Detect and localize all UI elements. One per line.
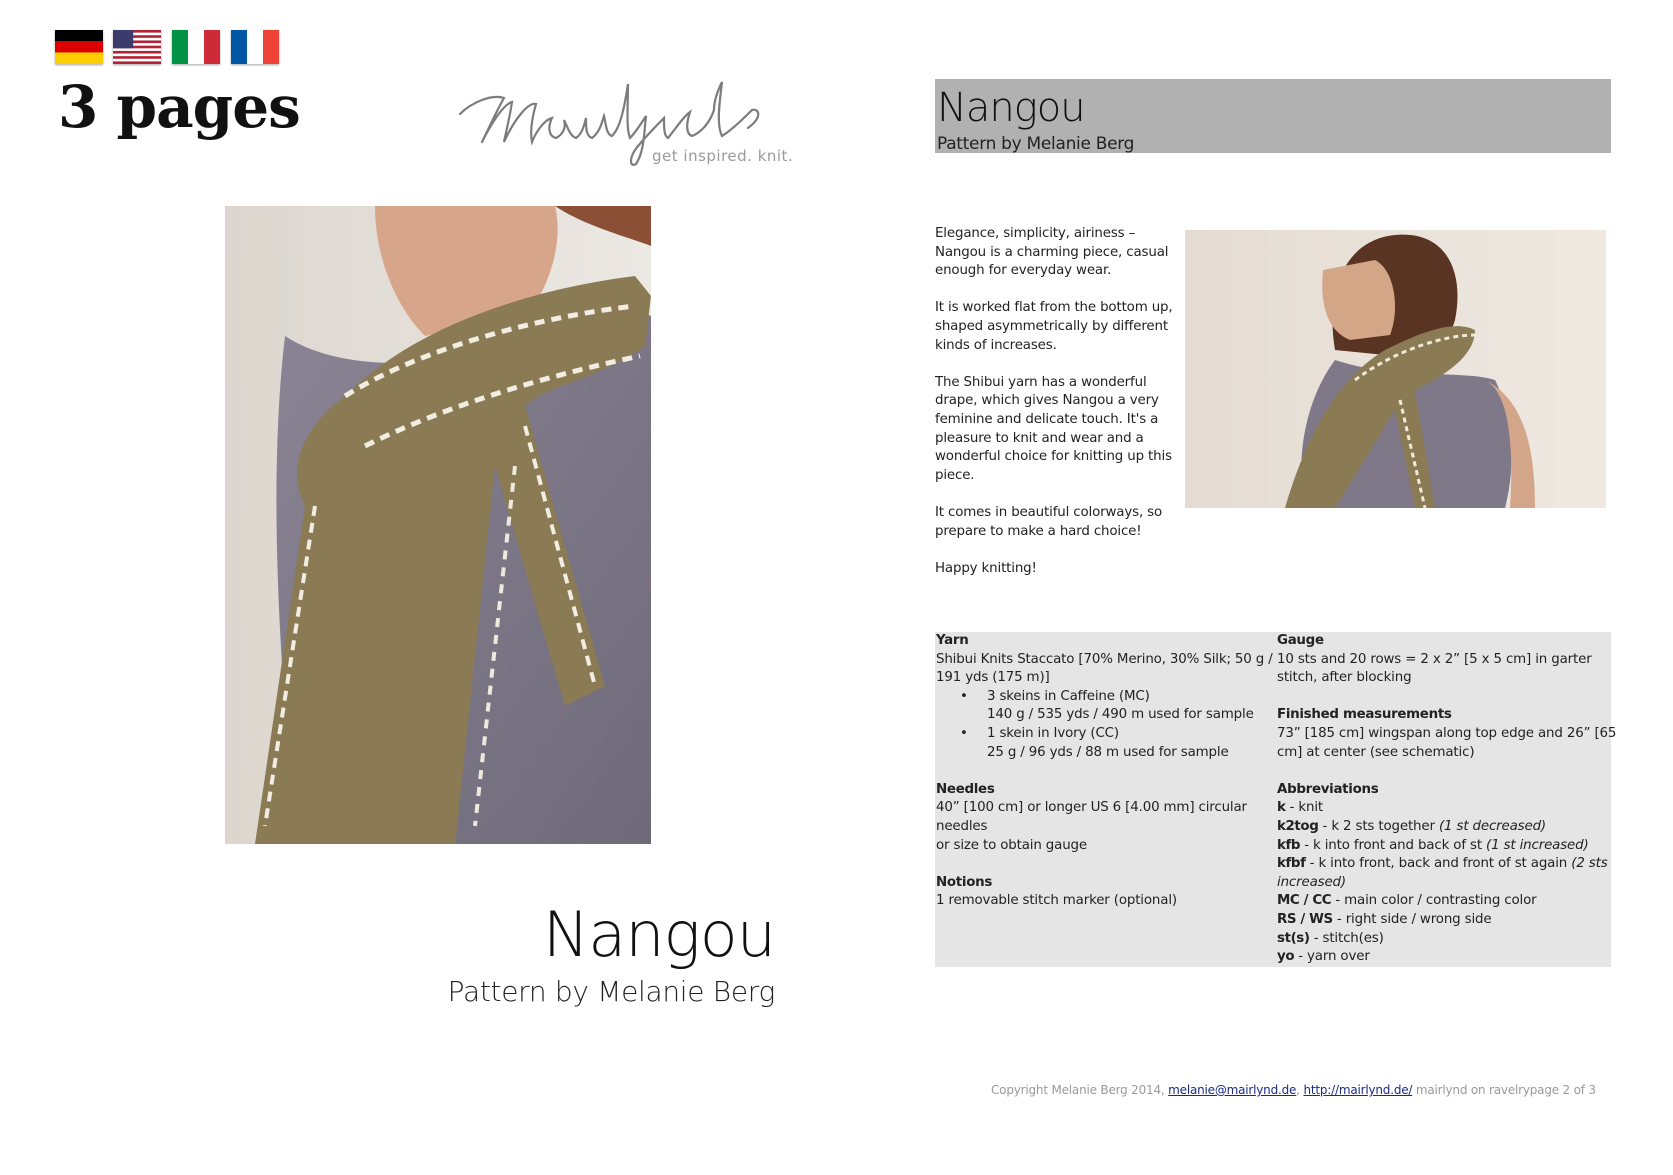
abbreviation-definition: - k into front, back and front of st again [1305, 856, 1572, 872]
yarn-item [936, 725, 1266, 762]
abbreviation-term: kfb [1277, 837, 1301, 853]
yarn-item-detail: 140 g / 535 yds / 490 m used for sample [987, 707, 1254, 723]
gauge-heading: Gauge [1277, 633, 1324, 648]
needles-section [936, 781, 1266, 855]
intro-paragraph: The Shibui yarn has a wonderful drape, which gives Nangou a very feminine and delicate touch. It's a pleasure to knit and wear and a wonderful choice for knitting up this piece. [935, 374, 1172, 483]
abbreviation-row [1277, 818, 1611, 837]
finished-heading: Finished measurements [1277, 707, 1452, 723]
abbreviation-term: kfbf [1277, 856, 1306, 872]
abbreviation-definition: - yarn over [1294, 949, 1370, 965]
abbreviation-note: (1 st decreased) [1438, 818, 1547, 834]
intro-paragraph: Happy knitting! [935, 560, 1037, 576]
finished-measurements-section [1277, 706, 1617, 762]
footer-page-info: mairlynd on ravelrypage 2 of 3 [1412, 1083, 1596, 1097]
yarn-description: 191 yds (175 m)] [936, 670, 1050, 686]
abbreviation-definition: - knit [1285, 800, 1324, 816]
intro-paragraph: It comes in beautiful colorways, so prepare to make a hard choice! [935, 504, 1163, 539]
yarn-section [936, 632, 1273, 762]
notions-heading: Notions [936, 874, 993, 890]
yarn-item-name: 1 skein in Ivory (CC) [987, 725, 1119, 741]
needles-line: or size to obtain gauge [936, 837, 1087, 853]
yarn-item-name: 3 skeins in Caffeine (MC) [987, 688, 1150, 704]
bullet-icon: • [960, 688, 968, 704]
cover-subtitle: Pattern by Melanie Berg [447, 975, 775, 1008]
needles-line: 40” [100 cm] or longer US 6 [4.00 mm] circular [936, 800, 1247, 816]
abbreviation-note: increased) [1277, 874, 1346, 890]
info-left-column [936, 632, 1273, 930]
gauge-section [1277, 632, 1611, 688]
abbreviation-term: yo [1277, 949, 1295, 965]
gauge-line: 10 sts and 20 rows = 2 x 2” [5 x 5 cm] in garter [1277, 651, 1592, 667]
footer-separator: , [1296, 1083, 1304, 1097]
email-link[interactable]: melanie@mairlynd.de [1168, 1083, 1297, 1097]
german-flag-icon[interactable] [55, 30, 103, 64]
abbreviation-definition: - stitch(es) [1309, 930, 1384, 946]
abbreviation-note: (2 sts [1571, 856, 1608, 872]
finished-line: cm] at center (see schematic) [1277, 744, 1475, 760]
cover-photo-shawl [225, 206, 651, 844]
abbreviation-row [1277, 930, 1611, 949]
abbreviation-term: k [1277, 800, 1286, 816]
abbreviation-row [1277, 837, 1611, 856]
intro-paragraph: Elegance, simplicity, airiness – Nangou is a charming piece, casual enough for everyday wear. [935, 226, 1169, 279]
yarn-heading: Yarn [936, 633, 969, 648]
pattern-subtitle: Pattern by Melanie Berg [937, 134, 1135, 154]
abbreviation-definition: - k into front and back of st [1300, 837, 1487, 853]
cover-title: Nangou [542, 898, 775, 971]
abbreviation-term: st(s) [1277, 930, 1310, 946]
abbreviation-row [1277, 911, 1611, 930]
abbreviation-row [1277, 892, 1611, 911]
italian-flag-icon[interactable] [172, 30, 220, 64]
yarn-item-detail: 25 g / 96 yds / 88 m used for sample [987, 744, 1229, 760]
yarn-description: Shibui Knits Staccato [70% Merino, 30% Silk; 50 g / [936, 651, 1273, 667]
intro-text [935, 225, 1183, 597]
abbreviation-definition: - main color / contrasting color [1331, 893, 1537, 909]
us-flag-icon[interactable] [113, 30, 161, 64]
abbreviations-heading: Abbreviations [1277, 781, 1379, 797]
abbreviation-definition: - right side / wrong side [1332, 911, 1492, 927]
copyright-text: Copyright Melanie Berg 2014, [991, 1083, 1169, 1097]
french-flag-icon[interactable] [231, 30, 279, 64]
abbreviation-term: k2tog [1277, 818, 1319, 834]
abbreviation-definition: - k 2 sts together [1318, 818, 1439, 834]
logo-tagline: get inspired. knit. [652, 147, 794, 165]
abbreviation-row [1277, 948, 1611, 967]
notions-section [936, 874, 1266, 911]
intro-paragraph: It is worked flat from the bottom up, shaped asymmetrically by different kinds of increases. [935, 300, 1173, 353]
abbreviation-term: MC / CC [1277, 893, 1332, 909]
gauge-line: stitch, after blocking [1277, 670, 1412, 686]
abbreviation-term: RS / WS [1277, 911, 1333, 927]
abbreviation-row-continued [1277, 874, 1611, 893]
model-photo-side [1185, 230, 1606, 508]
pattern-title: Nangou [937, 85, 1085, 131]
abbreviation-row [1277, 855, 1611, 874]
page-footer [991, 1083, 1596, 1097]
page-count-label: 3 pages [58, 73, 300, 141]
website-link[interactable]: http://mairlynd.de/ [1303, 1083, 1413, 1097]
abbreviation-row [1277, 799, 1611, 818]
info-right-column [1277, 632, 1617, 967]
notions-text: 1 removable stitch marker (optional) [936, 893, 1177, 909]
finished-line: 73” [185 cm] wingspan along top edge and 26” [65 [1277, 725, 1617, 741]
bullet-icon: • [960, 725, 968, 741]
yarn-item [936, 688, 1266, 725]
needles-line: needles [936, 818, 988, 834]
abbreviations-section [1277, 781, 1611, 967]
needles-heading: Needles [936, 781, 995, 797]
abbreviation-note: (1 st increased) [1486, 837, 1589, 853]
